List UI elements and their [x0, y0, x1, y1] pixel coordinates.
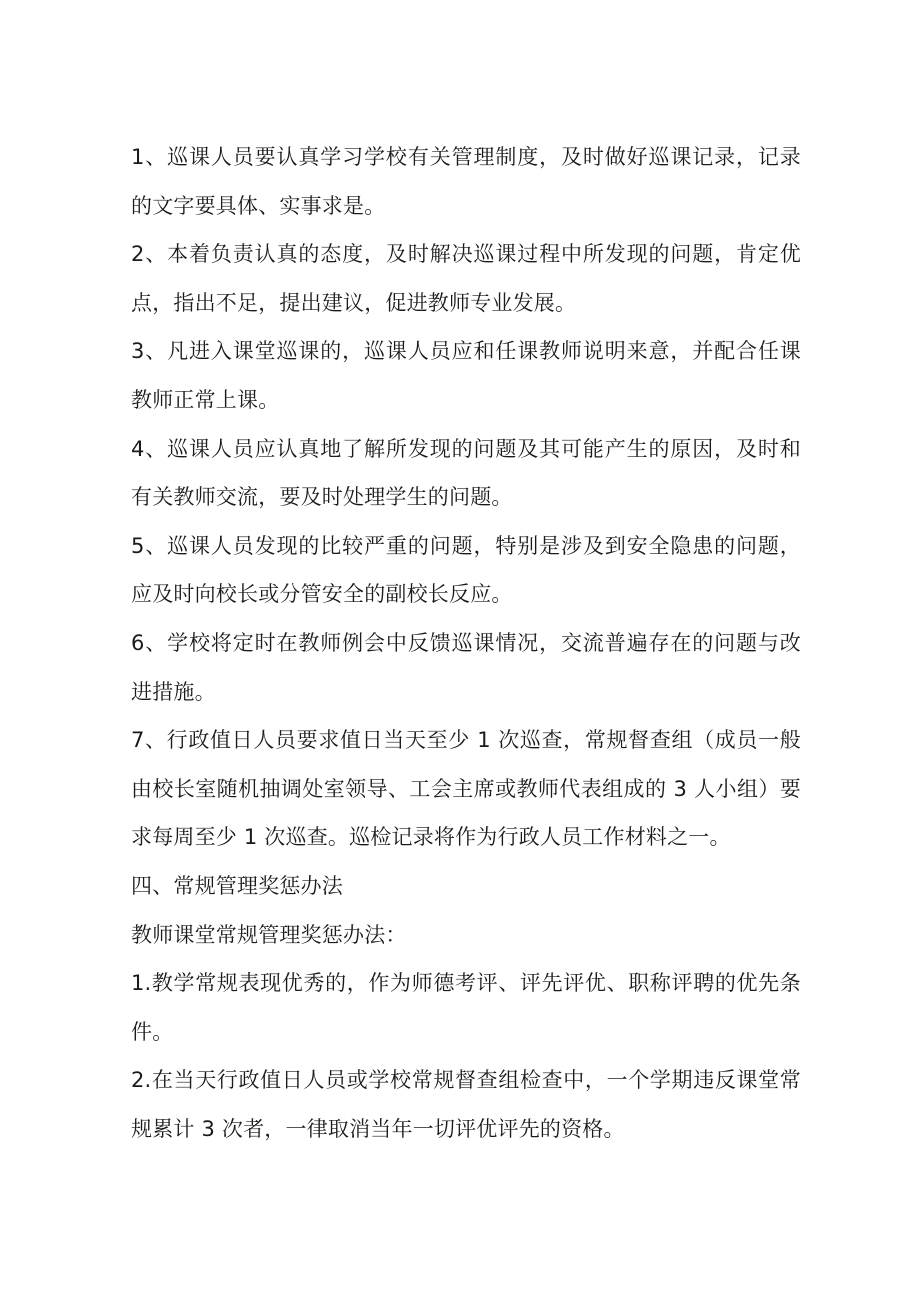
- section-heading: 四、常规管理奖惩办法: [131, 873, 343, 898]
- paragraph-4: 4、巡课人员应认真地了解所发现的问题及其可能产生的原因，及时和有关教师交流，要及时处理学生的问题。: [131, 436, 801, 510]
- paragraph-6: 6、学校将定时在教师例会中反馈巡课情况，交流普遍存在的问题与改进措施。: [131, 630, 801, 704]
- paragraph-7: 7、行政值日人员要求值日当天至少 1 次巡查，常规督查组（成员一般由校长室随机抽调处室领导、工会主席或教师代表组成的 3 人小组）要求每周至少 1 次巡查。巡检记录将作为行政人员工作材料之一。: [131, 728, 801, 850]
- paragraph-3: 3、凡进入课堂巡课的，巡课人员应和任课教师说明来意，并配合任课教师正常上课。: [131, 339, 801, 412]
- rule-2: 2.在当天行政值日人员或学校常规督查组检查中，一个学期违反课堂常规累计 3 次者，一律取消当年一切评优评先的资格。: [131, 1068, 801, 1141]
- document-body: [131, 133, 801, 1153]
- subheading: 教师课堂常规管理奖惩办法：: [131, 922, 407, 947]
- rule-1: 1.教学常规表现优秀的，作为师德考评、评先评优、职称评聘的优先条件。: [131, 971, 801, 1044]
- paragraph-5: 5、巡课人员发现的比较严重的问题，特别是涉及到安全隐患的问题，应及时向校长或分管安全的副校长反应。: [131, 533, 801, 607]
- paragraph-2: 2、本着负责认真的态度，及时解决巡课过程中所发现的问题，肯定优点，指出不足，提出建议，促进教师专业发展。: [131, 242, 801, 315]
- paragraph-1: 1、巡课人员要认真学习学校有关管理制度，及时做好巡课记录，记录的文字要具体、实事求是。: [131, 145, 801, 218]
